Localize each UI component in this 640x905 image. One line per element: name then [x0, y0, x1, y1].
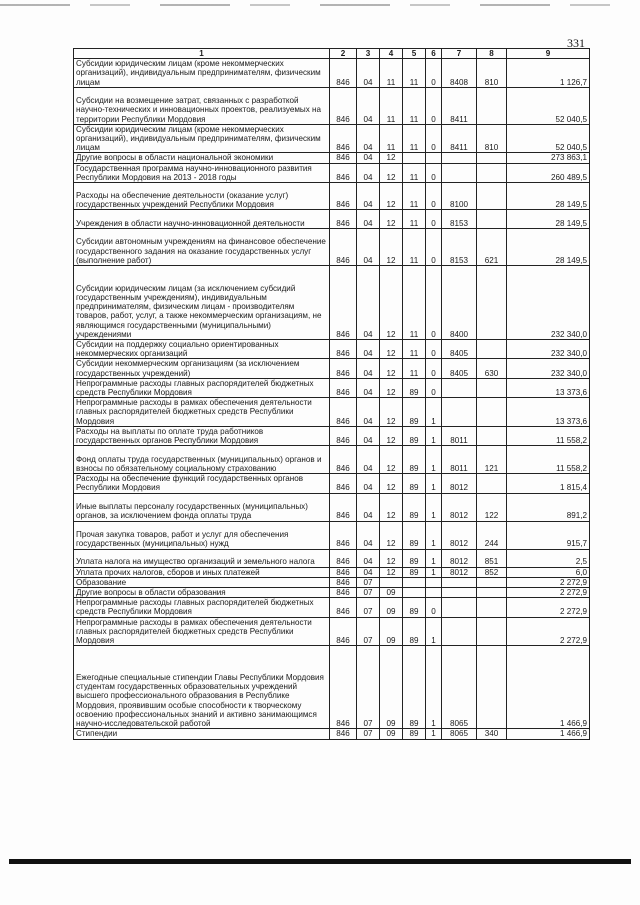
table-row [74, 549, 590, 567]
row-c4-cell: 12 [380, 340, 403, 359]
row-c4-cell: 09 [380, 729, 403, 739]
row-c2-cell: 846 [330, 163, 357, 182]
row-c2-cell: 846 [330, 340, 357, 359]
row-name-cell: Субсидии на возмещение затрат, связанных с разработкой научно-технических и инновационных проектов, реализуемых на территории Республики Мордовия [74, 87, 330, 124]
row-c5-cell: 89 [403, 521, 426, 549]
table-header-row [74, 49, 590, 59]
row-name-cell: Уплата налога на имущество организаций и земельного налога [74, 549, 330, 567]
row-c3-cell: 04 [357, 474, 380, 493]
row-c6-cell: 1 [426, 521, 442, 549]
row-c8-cell: 810 [477, 59, 507, 88]
row-c9-cell: 6,0 [507, 567, 590, 577]
row-c5-cell [403, 588, 426, 598]
budget-table [73, 48, 590, 740]
row-c4-cell: 12 [380, 549, 403, 567]
row-name-cell: Непрограммные расходы главных распорядителей бюджетных средств Республики Мордовия [74, 378, 330, 397]
row-c8-cell: 851 [477, 549, 507, 567]
row-c8-cell [477, 163, 507, 182]
row-c2-cell: 846 [330, 378, 357, 397]
row-c8-cell: 244 [477, 521, 507, 549]
row-name-cell: Иные выплаты персоналу государственных (муниципальных) органов, за исключением фонда оплаты труда [74, 493, 330, 521]
row-c5-cell: 11 [403, 59, 426, 88]
row-c3-cell: 07 [357, 577, 380, 587]
row-c5-cell: 89 [403, 398, 426, 427]
row-c7-cell [442, 153, 477, 163]
row-c5-cell: 11 [403, 229, 426, 266]
row-c8-cell [477, 398, 507, 427]
row-c8-cell [477, 588, 507, 598]
row-c8-cell [477, 474, 507, 493]
row-c2-cell: 846 [330, 124, 357, 153]
row-c9-cell: 1 466,9 [507, 646, 590, 729]
row-c5-cell: 11 [403, 340, 426, 359]
row-c3-cell: 04 [357, 340, 380, 359]
row-c3-cell: 04 [357, 493, 380, 521]
row-c5-cell: 89 [403, 474, 426, 493]
row-name-cell: Субсидии автономным учреждениям на финансовое обеспечение государственного задания на оказание государственных услуг (выполнение работ) [74, 229, 330, 266]
row-c2-cell: 846 [330, 588, 357, 598]
row-c7-cell: 8011 [442, 446, 477, 474]
row-c2-cell: 846 [330, 617, 357, 646]
row-c6-cell: 0 [426, 210, 442, 229]
row-c7-cell [442, 617, 477, 646]
row-c4-cell: 09 [380, 646, 403, 729]
row-c9-cell: 11 558,2 [507, 446, 590, 474]
row-c3-cell: 07 [357, 646, 380, 729]
row-c9-cell: 52 040,5 [507, 87, 590, 124]
row-name-cell: Государственная программа научно-инновационного развития Республики Мордовия на 2013 - 2018 годы [74, 163, 330, 182]
row-c2-cell: 846 [330, 598, 357, 617]
row-c5-cell: 89 [403, 646, 426, 729]
row-c3-cell: 04 [357, 378, 380, 397]
row-c9-cell: 28 149,5 [507, 229, 590, 266]
row-c7-cell [442, 588, 477, 598]
row-c8-cell [477, 340, 507, 359]
row-c3-cell: 04 [357, 229, 380, 266]
row-c4-cell: 12 [380, 426, 403, 445]
row-c9-cell: 13 373,6 [507, 398, 590, 427]
row-c5-cell: 89 [403, 729, 426, 739]
row-c9-cell: 891,2 [507, 493, 590, 521]
row-c8-cell: 121 [477, 446, 507, 474]
row-c3-cell: 04 [357, 567, 380, 577]
row-c5-cell: 11 [403, 266, 426, 340]
row-c6-cell: 0 [426, 340, 442, 359]
row-name-cell: Расходы на обеспечение функций государственных органов Республики Мордовия [74, 474, 330, 493]
table-row [74, 359, 590, 378]
row-c2-cell: 846 [330, 646, 357, 729]
row-c7-cell: 8405 [442, 359, 477, 378]
table-row [74, 153, 590, 163]
row-c3-cell: 04 [357, 124, 380, 153]
table-row [74, 598, 590, 617]
row-c6-cell: 0 [426, 124, 442, 153]
row-c9-cell: 232 340,0 [507, 266, 590, 340]
row-c2-cell: 846 [330, 183, 357, 210]
row-c2-cell: 846 [330, 549, 357, 567]
table-body [74, 59, 590, 739]
row-c5-cell: 11 [403, 183, 426, 210]
row-c6-cell: 0 [426, 598, 442, 617]
row-c5-cell: 11 [403, 359, 426, 378]
row-c5-cell: 89 [403, 549, 426, 567]
table-row [74, 577, 590, 587]
table-row [74, 493, 590, 521]
row-c4-cell: 11 [380, 87, 403, 124]
row-c9-cell: 915,7 [507, 521, 590, 549]
col-header-6: 6 [426, 49, 442, 59]
row-c4-cell: 12 [380, 398, 403, 427]
row-c9-cell: 2 272,9 [507, 598, 590, 617]
row-c2-cell: 846 [330, 426, 357, 445]
row-c3-cell: 04 [357, 163, 380, 182]
row-c5-cell: 89 [403, 426, 426, 445]
row-c6-cell: 1 [426, 729, 442, 739]
row-name-cell: Другие вопросы в области образования [74, 588, 330, 598]
row-c5-cell: 89 [403, 598, 426, 617]
row-c8-cell: 122 [477, 493, 507, 521]
row-c2-cell: 846 [330, 229, 357, 266]
row-c9-cell: 2 272,9 [507, 617, 590, 646]
row-c8-cell: 852 [477, 567, 507, 577]
row-c7-cell [442, 577, 477, 587]
row-c8-cell [477, 266, 507, 340]
row-c8-cell [477, 210, 507, 229]
row-c7-cell: 8153 [442, 229, 477, 266]
scan-top-edge [0, 4, 640, 6]
table-row [74, 521, 590, 549]
row-c6-cell: 0 [426, 229, 442, 266]
row-c5-cell [403, 577, 426, 587]
row-name-cell: Образование [74, 577, 330, 587]
row-name-cell: Непрограммные расходы в рамках обеспечения деятельности главных распорядителей бюджетных средств Республики Мордовия [74, 398, 330, 427]
row-c9-cell: 1 466,9 [507, 729, 590, 739]
row-c5-cell: 11 [403, 87, 426, 124]
col-header-9: 9 [507, 49, 590, 59]
table-row [74, 617, 590, 646]
row-c5-cell: 89 [403, 446, 426, 474]
row-c3-cell: 04 [357, 359, 380, 378]
row-c6-cell: 1 [426, 446, 442, 474]
row-c2-cell: 846 [330, 577, 357, 587]
row-c3-cell: 07 [357, 617, 380, 646]
row-c9-cell: 232 340,0 [507, 340, 590, 359]
row-c7-cell: 8011 [442, 426, 477, 445]
row-c2-cell: 846 [330, 398, 357, 427]
row-c9-cell: 2,5 [507, 549, 590, 567]
row-c3-cell: 04 [357, 446, 380, 474]
table-row [74, 729, 590, 739]
row-c6-cell: 1 [426, 549, 442, 567]
row-c3-cell: 04 [357, 426, 380, 445]
row-c6-cell [426, 577, 442, 587]
table-row [74, 124, 590, 153]
table-row [74, 398, 590, 427]
row-c9-cell: 28 149,5 [507, 210, 590, 229]
row-c2-cell: 846 [330, 729, 357, 739]
row-c9-cell: 1 815,4 [507, 474, 590, 493]
table-row [74, 210, 590, 229]
row-c4-cell: 09 [380, 598, 403, 617]
row-c7-cell: 8100 [442, 183, 477, 210]
row-c7-cell: 8408 [442, 59, 477, 88]
table-row [74, 163, 590, 182]
row-c7-cell: 8411 [442, 87, 477, 124]
table-row [74, 474, 590, 493]
row-c9-cell: 2 272,9 [507, 588, 590, 598]
row-c6-cell: 1 [426, 493, 442, 521]
table-row [74, 87, 590, 124]
row-name-cell: Учреждения в области научно-инновационной деятельности [74, 210, 330, 229]
col-header-2: 2 [330, 49, 357, 59]
row-c7-cell: 8411 [442, 124, 477, 153]
row-c3-cell: 04 [357, 153, 380, 163]
row-c7-cell: 8153 [442, 210, 477, 229]
row-c2-cell: 846 [330, 493, 357, 521]
table-row [74, 446, 590, 474]
row-c7-cell: 8012 [442, 567, 477, 577]
table-row [74, 59, 590, 88]
row-c4-cell: 12 [380, 210, 403, 229]
row-c6-cell: 0 [426, 183, 442, 210]
row-c8-cell [477, 598, 507, 617]
row-c7-cell [442, 163, 477, 182]
row-c8-cell [477, 646, 507, 729]
row-c2-cell: 846 [330, 567, 357, 577]
row-c3-cell: 07 [357, 598, 380, 617]
row-c9-cell: 11 558,2 [507, 426, 590, 445]
row-c8-cell [477, 153, 507, 163]
row-c4-cell: 12 [380, 378, 403, 397]
row-c5-cell: 89 [403, 617, 426, 646]
row-name-cell: Субсидии юридическим лицам (кроме некоммерческих организаций), индивидуальным предпринимателям, физическим лицам [74, 59, 330, 88]
table-row [74, 266, 590, 340]
row-c6-cell [426, 153, 442, 163]
row-c4-cell: 12 [380, 521, 403, 549]
row-c8-cell [477, 183, 507, 210]
row-c3-cell: 07 [357, 588, 380, 598]
row-c9-cell: 260 489,5 [507, 163, 590, 182]
row-c9-cell: 52 040,5 [507, 124, 590, 153]
table-row [74, 183, 590, 210]
row-c4-cell: 12 [380, 229, 403, 266]
table-row [74, 646, 590, 729]
row-c7-cell [442, 398, 477, 427]
table-row [74, 588, 590, 598]
row-c6-cell: 1 [426, 617, 442, 646]
row-c3-cell: 04 [357, 183, 380, 210]
row-c2-cell: 846 [330, 474, 357, 493]
row-c7-cell: 8405 [442, 340, 477, 359]
row-name-cell: Расходы на выплаты по оплате труда работников государственных органов Республики Мордовия [74, 426, 330, 445]
row-c9-cell: 273 863,1 [507, 153, 590, 163]
row-c6-cell: 1 [426, 398, 442, 427]
row-c9-cell: 1 126,7 [507, 59, 590, 88]
row-name-cell: Субсидии юридическим лицам (за исключением субсидий государственным учреждениям), индивидуальным предпринимателям, физическим лицам - производителям товаров, работ, услуг, а также некоммерческим организациям, не являющимся государственными (муниципальными) учреждениями [74, 266, 330, 340]
row-c4-cell: 11 [380, 124, 403, 153]
col-header-3: 3 [357, 49, 380, 59]
row-name-cell: Уплата прочих налогов, сборов и иных платежей [74, 567, 330, 577]
row-c9-cell: 2 272,9 [507, 577, 590, 587]
row-c7-cell: 8065 [442, 729, 477, 739]
col-header-5: 5 [403, 49, 426, 59]
row-c3-cell: 04 [357, 266, 380, 340]
row-c8-cell [477, 617, 507, 646]
scan-bottom-bar [9, 859, 631, 864]
col-header-1: 1 [74, 49, 330, 59]
row-c9-cell: 28 149,5 [507, 183, 590, 210]
row-c2-cell: 846 [330, 521, 357, 549]
row-c3-cell: 04 [357, 549, 380, 567]
row-c2-cell: 846 [330, 59, 357, 88]
row-c4-cell: 11 [380, 59, 403, 88]
row-c7-cell: 8012 [442, 493, 477, 521]
row-c5-cell: 89 [403, 567, 426, 577]
row-c8-cell: 810 [477, 124, 507, 153]
row-name-cell: Субсидии некоммерческим организациям (за исключением государственных учреждений) [74, 359, 330, 378]
row-c2-cell: 846 [330, 87, 357, 124]
row-c8-cell [477, 426, 507, 445]
row-c6-cell: 1 [426, 426, 442, 445]
table-row [74, 567, 590, 577]
row-c6-cell: 1 [426, 474, 442, 493]
row-c7-cell: 8012 [442, 521, 477, 549]
row-c6-cell [426, 588, 442, 598]
row-name-cell: Ежегодные специальные стипендии Главы Республики Мордовия студентам государственных образовательных учреждений высшего профессионального образования в Республике Мордовия, проявившим особые способности к творческому освоению профессиональных знаний и активно занимающимся научно-исследовательской работой [74, 646, 330, 729]
row-c4-cell: 12 [380, 153, 403, 163]
row-c4-cell: 12 [380, 446, 403, 474]
row-c6-cell: 0 [426, 163, 442, 182]
row-name-cell: Субсидии юридическим лицам (кроме некоммерческих организаций), индивидуальным предпринимателям, физическим лицам [74, 124, 330, 153]
row-name-cell: Непрограммные расходы в рамках обеспечения деятельности главных распорядителей бюджетных средств Республики Мордовия [74, 617, 330, 646]
row-c8-cell: 621 [477, 229, 507, 266]
row-c4-cell: 12 [380, 359, 403, 378]
row-c3-cell: 04 [357, 59, 380, 88]
col-header-7: 7 [442, 49, 477, 59]
row-name-cell: Расходы на обеспечение деятельности (оказание услуг) государственных учреждений Республики Мордовия [74, 183, 330, 210]
row-c7-cell [442, 598, 477, 617]
row-c4-cell: 12 [380, 474, 403, 493]
row-c7-cell: 8065 [442, 646, 477, 729]
row-c2-cell: 846 [330, 266, 357, 340]
row-c6-cell: 1 [426, 567, 442, 577]
row-name-cell: Фонд оплаты труда государственных (муниципальных) органов и взносы по обязательному социальному страхованию [74, 446, 330, 474]
row-c6-cell: 0 [426, 266, 442, 340]
col-header-8: 8 [477, 49, 507, 59]
table-row [74, 426, 590, 445]
table-row [74, 378, 590, 397]
row-c7-cell: 8012 [442, 549, 477, 567]
page-number: 331 [567, 36, 585, 50]
row-c3-cell: 04 [357, 521, 380, 549]
row-c8-cell [477, 577, 507, 587]
row-c8-cell: 630 [477, 359, 507, 378]
row-c2-cell: 846 [330, 153, 357, 163]
row-c4-cell: 12 [380, 163, 403, 182]
row-c6-cell: 0 [426, 378, 442, 397]
row-c3-cell: 04 [357, 210, 380, 229]
row-c6-cell: 0 [426, 359, 442, 378]
row-c5-cell: 89 [403, 378, 426, 397]
row-c3-cell: 07 [357, 729, 380, 739]
row-c5-cell [403, 153, 426, 163]
row-name-cell: Субсидии на поддержку социально ориентированных некоммерческих организаций [74, 340, 330, 359]
row-c2-cell: 846 [330, 210, 357, 229]
row-c5-cell: 11 [403, 124, 426, 153]
row-name-cell: Прочая закупка товаров, работ и услуг для обеспечения государственных (муниципальных) нужд [74, 521, 330, 549]
row-c8-cell [477, 378, 507, 397]
row-c3-cell: 04 [357, 87, 380, 124]
row-name-cell: Стипендии [74, 729, 330, 739]
row-c4-cell: 12 [380, 266, 403, 340]
row-c3-cell: 04 [357, 398, 380, 427]
row-c6-cell: 1 [426, 646, 442, 729]
row-c4-cell: 12 [380, 567, 403, 577]
row-c5-cell: 11 [403, 163, 426, 182]
row-c2-cell: 846 [330, 359, 357, 378]
row-c4-cell [380, 577, 403, 587]
row-name-cell: Другие вопросы в области национальной экономики [74, 153, 330, 163]
col-header-4: 4 [380, 49, 403, 59]
row-name-cell: Непрограммные расходы главных распорядителей бюджетных средств Республики Мордовия [74, 598, 330, 617]
row-c4-cell: 09 [380, 617, 403, 646]
row-c8-cell: 340 [477, 729, 507, 739]
row-c2-cell: 846 [330, 446, 357, 474]
row-c6-cell: 0 [426, 59, 442, 88]
row-c5-cell: 11 [403, 210, 426, 229]
row-c7-cell: 8012 [442, 474, 477, 493]
table-row [74, 229, 590, 266]
row-c7-cell [442, 378, 477, 397]
row-c7-cell: 8400 [442, 266, 477, 340]
row-c8-cell [477, 87, 507, 124]
row-c4-cell: 12 [380, 493, 403, 521]
row-c5-cell: 89 [403, 493, 426, 521]
row-c4-cell: 12 [380, 183, 403, 210]
row-c6-cell: 0 [426, 87, 442, 124]
table-row [74, 340, 590, 359]
row-c9-cell: 13 373,6 [507, 378, 590, 397]
row-c4-cell: 09 [380, 588, 403, 598]
row-c9-cell: 232 340,0 [507, 359, 590, 378]
